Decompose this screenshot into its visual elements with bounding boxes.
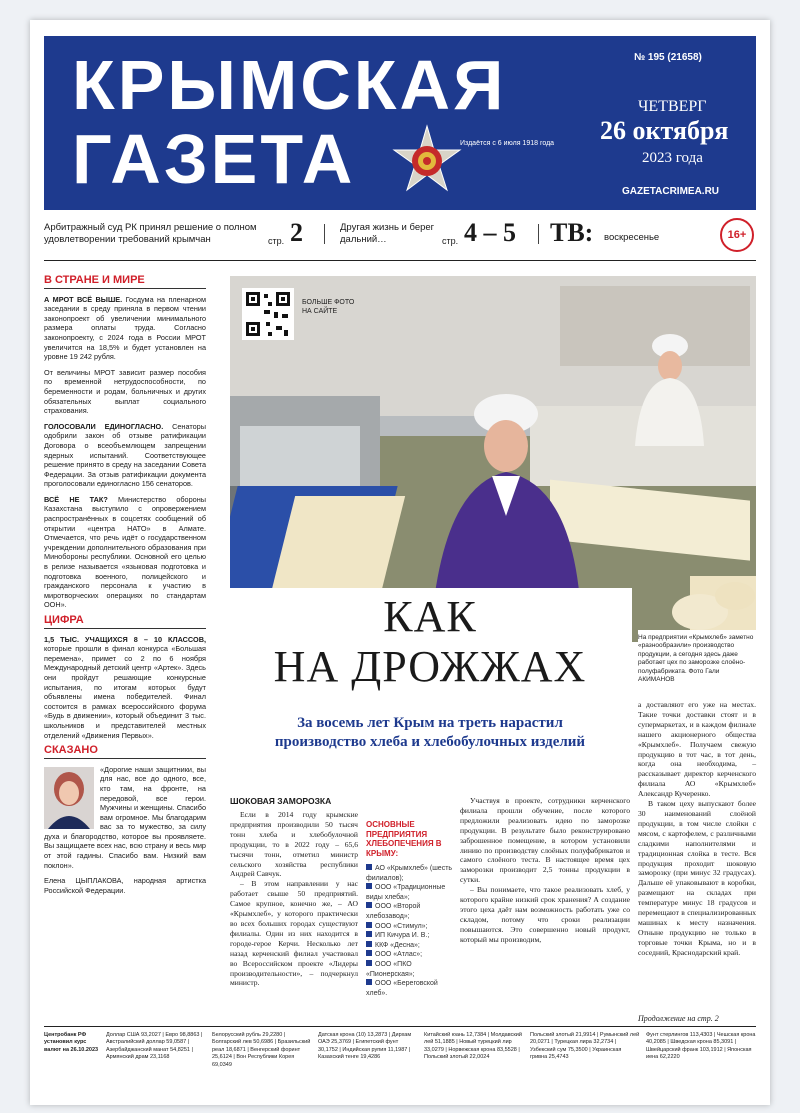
masthead xyxy=(44,36,756,210)
issue-year: 2023 года xyxy=(642,150,703,166)
news-item-continued: От величины МРОТ зависит размер пособия по временной нетрудоспособности, по беременности и родам, больничных и других обязательных выплат социального страхования. xyxy=(44,367,206,416)
left-column xyxy=(44,276,206,901)
rates-column: Белорусский рубль 29,2280 | Болгарский лев 50,6986 | Бразильский реал 18,6871 | Венгерский форинт 25,6124 | Вон Республики Корея 69,0349 xyxy=(212,1032,311,1068)
list-item: АО «Крымхлеб» (шесть филиалов); xyxy=(366,865,453,882)
quote-item: «Дорогие наши защитники, вы для нас, все до одного, все, кто там, на фронте, на передовой, все герои. Мужчины и женщины. Спасибо вам огромное. Мы благодарим вас за то мужество, за силу духа и благородство, которое вы проявляете. Вы защищаете всех нас, всю страну и весь мир от этой гадины. Спасибо вам. Низкий вам поклон». xyxy=(44,764,206,870)
issue-number: № 195 (21658) xyxy=(634,52,702,63)
section-heading: В СТРАНЕ И МИРЕ xyxy=(44,276,206,289)
quote-author: Елена ЦЫПЛАКОВА, народная артистка Российской Федерации. xyxy=(44,876,206,895)
teaser-1-text[interactable]: Арбитражный суд РК принял решение о полном удовлетворении требований крымчан xyxy=(44,222,257,245)
rates-column: Датская крона (10) 13,2873 | Дирхам ОАЭ 25,3769 | Египетский фунт 30,1752 | Индийская рупия 11,1987 | Казахский тенге 19,4286 xyxy=(318,1032,412,1061)
teaser-2-text[interactable]: Другая жизнь и берег дальний… xyxy=(340,222,435,245)
teaser-2-page-label: стр. xyxy=(442,236,459,246)
article-column-2: Участвуя в проекте, сотрудники керченского филиала прошли обучение, после которого предложили реализовать идею по заморозке продукции. В результате было реконструировано заброшенное помещение, в котором установили линию по производству слоёных полуфабрикатов и самого слоёного теста. В настоящее время цех заморозки производит 2,5 тонны продукции в сутки. – Вы понимаете, что такое реализовать хлеб, у которого крайне низкий срок хранения? А создание этого цеха даёт нам возможность работать уже со складом, потому что сроки реализации повышаются. Это совершенно новый продукт, который мы производим, xyxy=(460,796,630,944)
list-item: ООО «Традиционные виды хлеба»; xyxy=(366,883,454,902)
issue-date: 26 октября xyxy=(600,116,729,145)
teaser-bar xyxy=(44,216,756,256)
figure-item: 1,5 ТЫС. УЧАЩИХСЯ 8 – 10 КЛАССОВ, которые прошли в финал конкурса «Большая перемена», примет со 2 по 6 ноября Международный детский центр «Артек». Здесь они пройдут решающие конкурсные испытания, по итогам которых будут объявлены имена победителей. Финал состоится в рамках всероссийского форума «Будь в движении», который объединит 3 тыс. школьников и представителей местных отделений «Движения Первых». xyxy=(44,634,206,740)
rates-column: Доллар США 93,2027 | Евро 98,8863 | Австралийский доллар 59,0587 | Азербайджанский манат 54,8251 | Армянский драм 23,1168 xyxy=(106,1032,203,1061)
article-subheadline: За восемь лет Крым на треть нарастил производство хлеба и хлебобулочных изделий xyxy=(274,715,586,750)
tv-day: воскресенье xyxy=(604,232,660,243)
divider xyxy=(44,260,756,261)
teaser-2-page: 4 – 5 xyxy=(464,218,516,247)
list-item: ООО «Береговской хлеб». xyxy=(366,979,454,998)
weekday: ЧЕТВЕРГ xyxy=(638,98,707,115)
age-rating-badge: 16+ xyxy=(720,218,754,252)
divider xyxy=(44,1026,756,1027)
section-heading: СКАЗАНО xyxy=(44,746,206,759)
currency-footer xyxy=(44,1032,756,1094)
teaser-1-page-label: стр. xyxy=(268,236,285,246)
rates-title: Центробанк РФ установил курс валют на 26.10.2023 xyxy=(44,1032,99,1053)
since-label: Издаётся с 6 июля 1918 года xyxy=(460,140,555,147)
rates-column: Польский злотый 21,9914 | Румынский лей 20,0271 | Турецкая лира 32,2734 | Узбекский сум 75,3500 | Украинская гривна 25,4743 xyxy=(530,1032,640,1061)
article-kicker: ШОКОВАЯ ЗАМОРОЗКА xyxy=(230,796,332,806)
qr-caption: БОЛЬШЕ ФОТО НА САЙТЕ xyxy=(302,299,355,315)
rates-column: Фунт стерлингов 113,4303 | Чешская крона 40,2085 | Шведская крона 85,3091 | Швейцарский франк 103,1912 | Японская иена 62,2220 xyxy=(646,1032,756,1061)
newspaper-title-line2: ГАЗЕТА xyxy=(72,120,356,198)
enterprises-box xyxy=(366,820,454,998)
tv-label[interactable]: ТВ: xyxy=(550,218,594,247)
article-column-1: Если в 2014 году крымские предприятия производили 50 тысяч тонн хлеба и хлебобулочной продукции, то в 2022 году – 65,6 тысячи тонн, отметил министр сельского хозяйства республики Андрей Савчук. – В этом направлении у нас работает свыше 50 предприятий. Самое крупное, конечно же, – АО «Крымхлеб», у которого практически во всех больших городах существуют филиалы. Один из них находится в городе-герое Керчи. Несколько лет назад керченский филиал участвовал во Всероссийском проекте «Лидеры производительности», – подчеркнул министр. xyxy=(230,810,358,988)
rates-column: Китайский юань 12,7384 | Молдавский лей 51,1885 | Новый турецкий лир 33,0279 | Норвежская крона 83,5528 | Польский злотый 22,0024 xyxy=(424,1032,522,1061)
qr-code[interactable] xyxy=(242,288,294,340)
list-item: ООО «Стимул»; xyxy=(366,922,454,932)
list-item: ККФ «Десна»; xyxy=(366,941,454,951)
list-item: ООО «ПКО «Пионерская»; xyxy=(366,960,454,979)
list-item: ИП Кичура И. В.; xyxy=(366,931,454,941)
list-item: ООО «Второй хлебозавод»; xyxy=(366,902,454,921)
divider xyxy=(324,224,325,244)
continued-note[interactable]: Продолжение на стр. 2 xyxy=(638,1014,719,1023)
teaser-1-page: 2 xyxy=(290,218,303,247)
news-item: А МРОТ ВСЁ ВЫШЕ. Госдума на пленарном заседании в среду приняла в первом чтении законопроект об увеличении минимального размера оплаты труда. Согласно законопроекту, с 2024 года в России МРОТ увеличится на 18,5% и будет установлен на уровне 19 242 рубля. xyxy=(44,294,206,362)
newspaper-page xyxy=(30,20,770,1105)
website-link[interactable]: GAZETACRIMEA.RU xyxy=(622,186,720,197)
box-title: ОСНОВНЫЕ ПРЕДПРИЯТИЯ ХЛЕБОПЕЧЕНИЯ В КРЫМУ: xyxy=(366,820,442,858)
divider xyxy=(538,224,539,244)
order-emblem-icon xyxy=(390,124,464,198)
article-headline: КАК НА ДРОЖЖАХ xyxy=(273,592,587,691)
article-column-3: а доставляют его уже на местах. Такие точки доставки стоят и в супермаркетах, и в каждом филиале нашего акционерного общества «Крымхлеб». Получаем свежую продукцию в тот час, в тот день, когда она необходима, – рассказывает директор керченского филиала АО «Крымхлеб» Александр Кучеренко. В таком цеху выпускают более 30 наименований слоёной продукции, в том числе слойки с мясом, с картофелем, с различными сладкими наполнителями и традиционная слойка в тесте. Вся продукция проходит шоковую заморозку (при минус 32 градусах). Дальше её упаковывают в коробки, размещают на складах при температуре минус 18 градусов и перемещают в специализированных машинах к месту назначения. Отныне продукцию не только в торговые точки Крыма, но и в соседний, Краснодарский край. xyxy=(638,700,756,957)
list-item: ООО «Атлас»; xyxy=(366,950,454,960)
photo-caption: На предприятии «Крымхлеб» заметно «разнообразили» производство продукции, а сегодня здесь даже работает цех по заморозке слоёно-полуфабриката. Фото Гали АКИМАНОВ xyxy=(638,630,756,684)
news-item: ВСЁ НЕ ТАК? Министерство обороны Казахстана выступило с опровержением распространённых в соцсетях сообщений об открытии «центра НАТО» в Алмате. Отмечается, что речь идёт о государственном учреждении дополнительного образования при Минобороны республики. Основной его целью в релизе называется «языковая подготовка и подготовка военного, полицейского и гражданского персонала к участию в миротворческих операциях по стандартам ООН». xyxy=(44,494,207,610)
speaker-portrait xyxy=(44,767,94,829)
newspaper-title-line1: КРЫМСКАЯ xyxy=(72,46,507,124)
section-heading: ЦИФРА xyxy=(44,616,206,629)
news-item: ГОЛОСОВАЛИ ЕДИНОГЛАСНО. Сенаторы одобрили закон об отзыве ратификации Договора о всеобъемлющем запрещении ядерных испытаний. Соответствующее решение принято в среду на заседании Совета Федерации. За отзыв ратификации документа проголосовали единогласно 156 сенаторов. xyxy=(44,421,206,489)
